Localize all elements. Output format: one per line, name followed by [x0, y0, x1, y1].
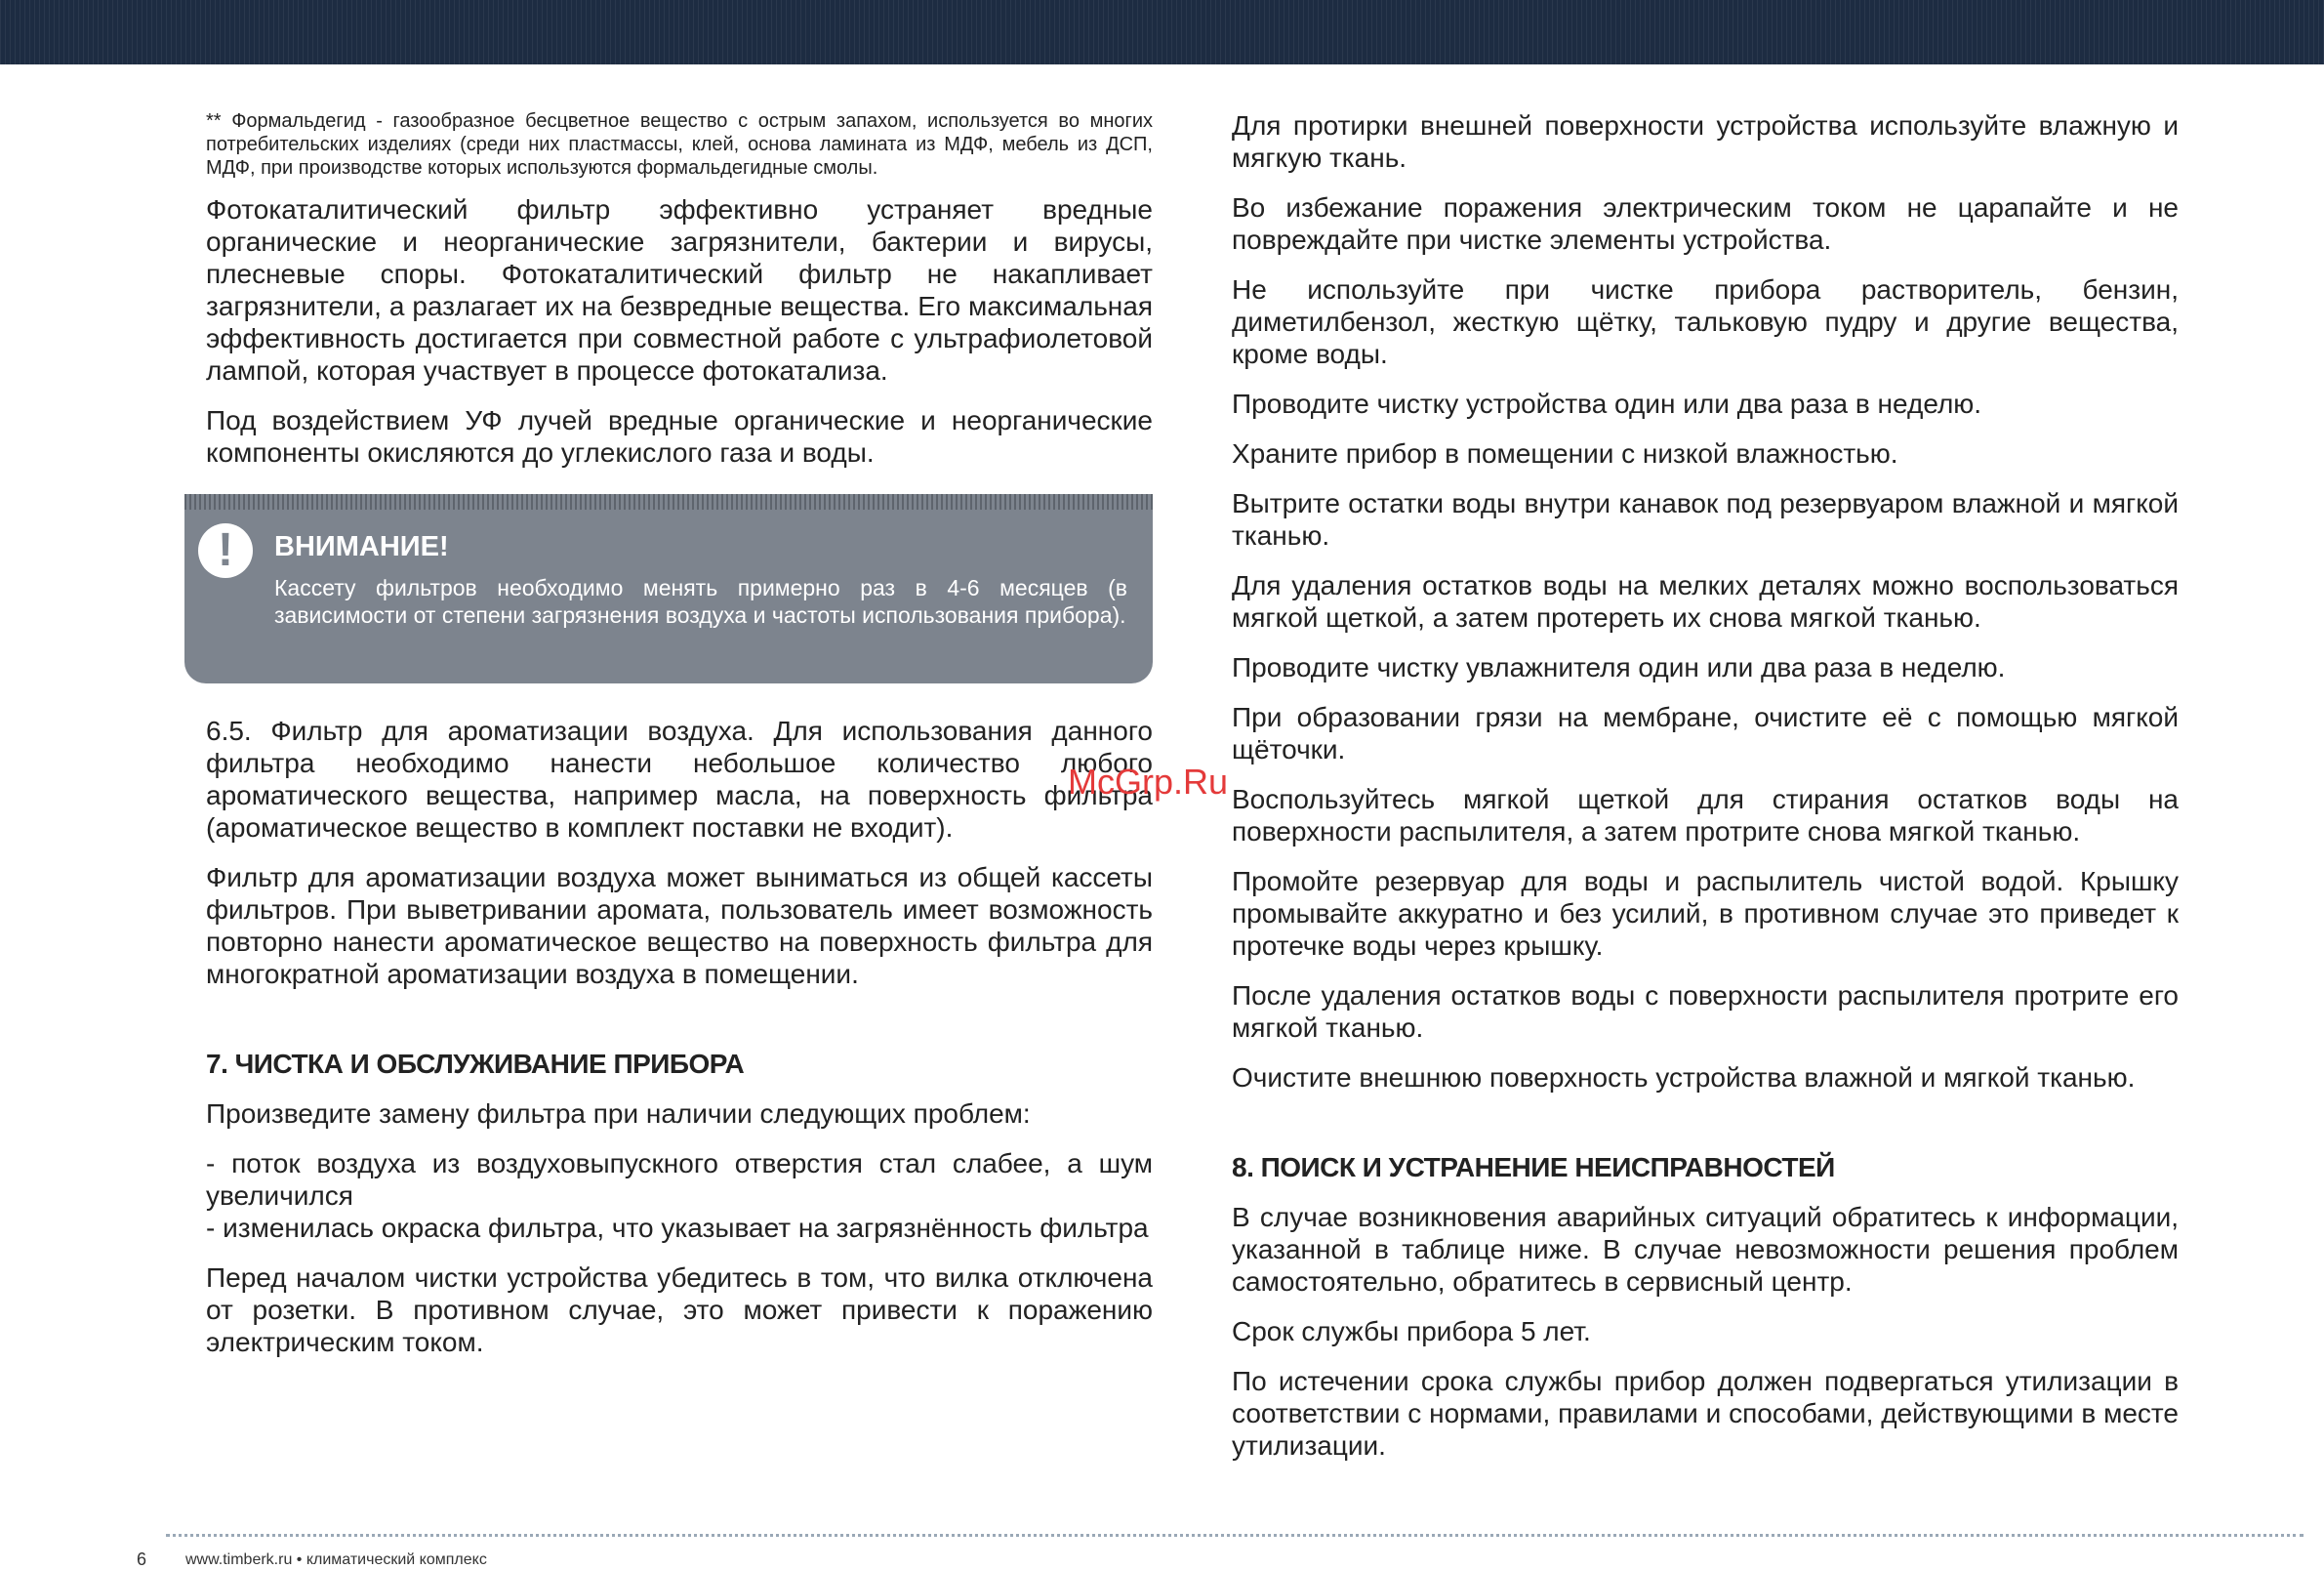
paragraph-r4: Проводите чистку устройства один или два раза в неделю. [1232, 389, 1982, 419]
paragraph-r15: Срок службы прибора 5 лет. [1232, 1316, 1591, 1346]
warning-title: ВНИМАНИЕ! [274, 531, 449, 562]
section-heading-7: 7. ЧИСТКА И ОБСЛУЖИВАНИЕ ПРИБОРА [206, 1049, 745, 1079]
list-item-color: - изменилась окраска фильтра, что указывает на загрязнённость фильтра [206, 1213, 1149, 1243]
paragraph-r11: Промойте резервуар для воды и распылитель чистой водой. Крышку промывайте аккуратно и без усилий, в противном случае это приведет к протечке воды через крышку. [1232, 866, 2179, 961]
paragraph-r12: После удаления остатков воды с поверхности распылителя протрите его мягкой тканью. [1232, 980, 2179, 1043]
paragraph-aroma-removable: Фильтр для ароматизации воздуха может выниматься из общей кассеты фильтров. При выветривании аромата, пользователь имеет возможность повторно нанести ароматическое вещество на поверхность фильтра для многократной ароматизации воздуха в помещении. [206, 862, 1153, 989]
warning-stripe [184, 494, 1153, 510]
paragraph-r8: Проводите чистку увлажнителя один или два раза в неделю. [1232, 652, 2006, 682]
top-banner [0, 0, 2324, 64]
paragraph-r16: По истечении срока службы прибор должен подвергаться утилизации в соответствии с нормами, правилами и способами, действующими в месте утилизации. [1232, 1366, 2179, 1461]
paragraph-r10: Воспользуйтесь мягкой щеткой для стирания остатков воды на поверхности распылителя, а затем протрите снова мягкой тканью. [1232, 784, 2179, 847]
paragraph-unplug: Перед началом чистки устройства убедитесь в том, что вилка отключена от розетки. В противном случае, это может привести к поражению электрическим током. [206, 1262, 1153, 1357]
exclamation-icon: ! [198, 523, 253, 578]
paragraph-photocatalytic: Фотокаталитический фильтр эффективно устраняет вредные органические и неорганические загрязнители, бактерии и вирусы, плесневые споры. Фотокаталитический фильтр не накапливает загрязнители, а разлагает их на безвредные вещества. Его максимальная эффективность достигается при совместной работе с ультрафиолетовой лампой, которая участвует в процессе фотокатализа. [206, 194, 1153, 386]
paragraph-uv: Под воздействием УФ лучей вредные органические и неорганические компоненты окисляются до углекислого газа и воды. [206, 405, 1153, 468]
paragraph-r3: Не используйте при чистке прибора растворитель, бензин, диметилбензол, жесткую щётку, тальковую пудру и другие вещества, кроме воды. [1232, 274, 2179, 369]
paragraph-r1: Для протирки внешней поверхности устройства используйте влажную и мягкую ткань. [1232, 110, 2179, 173]
paragraph-r9: При образовании грязи на мембране, очистите её с помощью мягкой щёточки. [1232, 702, 2179, 764]
formaldehyde-note: ** Формальдегид - газообразное бесцветное вещество с острым запахом, используется во многих потребительских изделиях (среди них пластмассы, клей, основа ламината из МДФ, мебель из ДСП, МДФ, при производстве которых используются формальдегидные смолы. [206, 110, 1153, 179]
left-column [206, 109, 1153, 1376]
paragraph-r2: Во избежание поражения электрическим током не царапайте и не повреждайте при чистке элементы устройства. [1232, 192, 2179, 255]
paragraph-r14: В случае возникновения аварийных ситуаций обратитесь к информации, указанной в таблице ниже. В случае невозможности решения проблем самостоятельно, обратитесь в сервисный центр. [1232, 1202, 2179, 1297]
paragraph-r6: Вытрите остатки воды внутри канавок под резервуаром влажной и мягкой тканью. [1232, 488, 2179, 551]
list-item-airflow: - поток воздуха из воздуховыпускного отверстия стал слабее, а шум увеличился [206, 1148, 1153, 1211]
watermark: McGrp.Ru [1068, 762, 1229, 802]
paragraph-aroma-filter: 6.5. Фильтр для ароматизации воздуха. Для использования данного фильтра необходимо нанести небольшое количество любого ароматического вещества, например масла, на поверхность фильтра (ароматическое вещество в комплект поставки не входит). [206, 716, 1153, 843]
warning-box [184, 494, 1153, 683]
page-number: 6 [137, 1549, 147, 1569]
section-heading-8: 8. ПОИСК И УСТРАНЕНИЕ НЕИСПРАВНОСТЕЙ [1232, 1152, 1835, 1182]
paragraph-r7: Для удаления остатков воды на мелких деталях можно воспользоваться мягкой щеткой, а затем протереть их снова мягкой тканью. [1232, 570, 2179, 633]
footer-divider [166, 1534, 2304, 1537]
warning-text: Кассету фильтров необходимо менять примерно раз в 4-6 месяцев (в зависимости от степени загрязнения воздуха и частоты использования прибора). [274, 575, 1127, 628]
paragraph-r5: Храните прибор в помещении с низкой влажностью. [1232, 438, 1898, 469]
footer-link[interactable]: www.timberk.ru • климатический комплекс [185, 1551, 487, 1568]
paragraph-r13: Очистите внешнюю поверхность устройства влажной и мягкой тканью. [1232, 1062, 2136, 1093]
paragraph-replace-filter: Произведите замену фильтра при наличии следующих проблем: [206, 1098, 1031, 1129]
right-column [1232, 109, 2179, 1479]
